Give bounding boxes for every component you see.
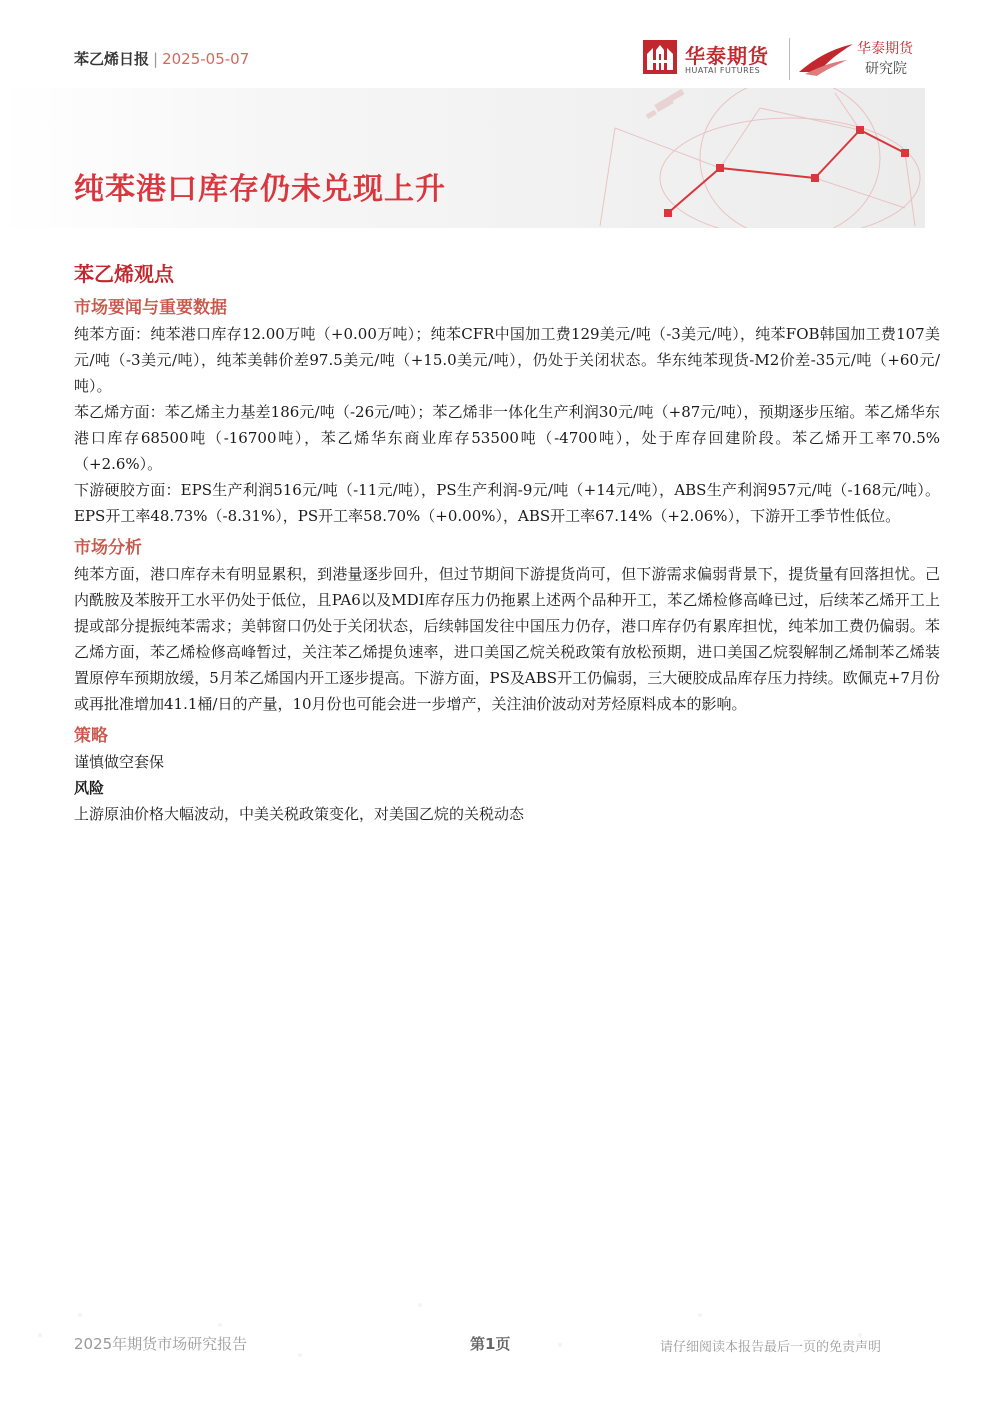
news-heading: 市场要闻与重要数据 <box>74 298 227 318</box>
strategy-heading: 策略 <box>74 726 108 746</box>
huatai-futures-logo <box>643 40 783 80</box>
strategy-text: 谨慎做空套保 <box>74 753 165 771</box>
doc-tag <box>74 48 249 69</box>
footer-report-name: 2025年期货市场研究报告 <box>74 1335 248 1353</box>
analysis-heading: 市场分析 <box>74 538 142 558</box>
doc-tag-separator: | <box>153 50 159 68</box>
analysis-paragraph: 纯苯方面，港口库存未有明显累积，到港量逐步回升，但过节期间下游提货尚可，但下游需求偏弱背景下，提货量有回落担忧。己内酰胺及苯胺开工水平仍处于低位，且PA6以及MDI库存压力仍拖累上述两个品种开工，苯乙烯检修高峰已过，后续苯乙烯开工上提或部分提振纯苯需求；美韩窗口仍处于关闭状态，后续韩国发往中国压力仍存，港口库存仍有累库担忧，纯苯加工费仍偏弱。苯乙烯方面，苯乙烯检修高峰暂过，关注苯乙烯提负速率，进口美国乙烷关税政策有放松预期，进口美国乙烷裂解制乙烯制苯乙烯装置原停车预期放缓，5月苯乙烯国内开工逐步提高。下游方面，PS及ABS开工仍偏弱，三大硬胶成品库存压力持续。欧佩克+7月份或再批准增加41.1桶/日的产量，10月份也可能会进一步增产，关注油价波动对芳烃原料成本的影响。 <box>74 565 940 713</box>
institute-name-line2: 研究院 <box>865 61 907 77</box>
brand-name-cn: 华泰期货 <box>685 44 769 68</box>
risk-heading: 风险 <box>74 779 105 797</box>
section-title: 苯乙烯观点 <box>74 262 174 286</box>
report-title: 纯苯港口库存仍未兑现上升 <box>74 172 446 207</box>
brand-name-en: HUATAI FUTURES <box>685 66 761 75</box>
risk-text: 上游原油价格大幅波动，中美关税政策变化，对美国乙烷的关税动态 <box>74 805 525 823</box>
news-paragraph-downstream: 下游硬胶方面：EPS生产利润516元/吨（-11元/吨），PS生产利润-9元/吨（+14元/吨），ABS生产利润957元/吨（-168元/吨）。EPS开工率48.73%（-8.31%），PS开工率58.70%（+0.00%），ABS开工率67.14%（+2.06%），下游开工季节性低位。 <box>74 481 940 525</box>
institute-name-line1: 华泰期货 <box>857 41 913 57</box>
huatai-logo-icon <box>643 40 677 74</box>
doc-type: 苯乙烯日报 <box>74 50 150 68</box>
report-date: 2025-05-07 <box>162 50 250 68</box>
page-header <box>0 0 992 90</box>
page-number: 第1页 <box>470 1335 511 1353</box>
news-paragraph-benzene: 纯苯方面：纯苯港口库存12.00万吨（+0.00万吨）；纯苯CFR中国加工费129美元/吨（-3美元/吨），纯苯FOB韩国加工费107美元/吨（-3美元/吨），纯苯美韩价差97.5美元/吨（+15.0美元/吨），仍处于关闭状态。华东纯苯现货-M2价差-35元/吨（+60元/吨）。 <box>74 325 940 395</box>
news-paragraph-styrene: 苯乙烯方面：苯乙烯主力基差186元/吨（-26元/吨）；苯乙烯非一体化生产利润30元/吨（+87元/吨），预期逐步压缩。苯乙烯华东港口库存68500吨（-16700吨），苯乙烯华东商业库存53500吨（-4700吨），处于库存回建阶段。苯乙烯开工率70.5%（+2.6%）。 <box>74 403 940 473</box>
logo-divider <box>789 38 790 80</box>
main-content <box>74 258 940 827</box>
institute-logo-icon <box>797 40 855 76</box>
footer-disclaimer-note: 请仔细阅读本报告最后一页的免责声明 <box>660 1340 882 1355</box>
institute-logo <box>797 38 927 80</box>
title-banner <box>0 88 925 228</box>
